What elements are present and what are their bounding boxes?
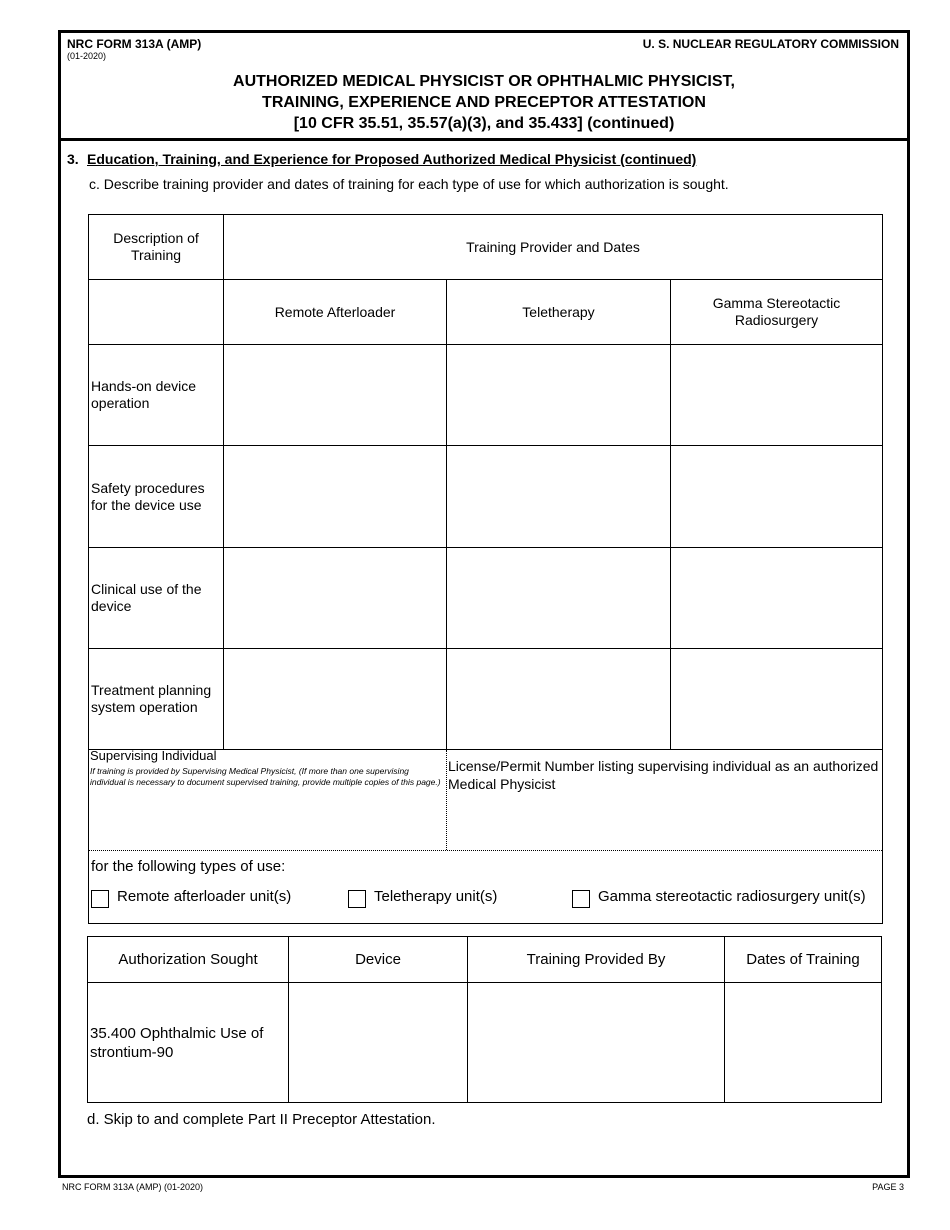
title-line-2: TRAINING, EXPERIENCE AND PRECEPTOR ATTESTATION [262, 94, 706, 111]
dates-of-training-header: Dates of Training [746, 951, 860, 968]
authorization-table [87, 936, 882, 1103]
section-number: 3. [67, 151, 79, 167]
col-remote-afterloader: Remote Afterloader [274, 303, 396, 320]
row-hands-on: Hands-on device operation [91, 378, 197, 411]
supervising-individual-label: Supervising Individual [90, 748, 217, 763]
ophthalmic-use-row: 35.400 Ophthalmic Use of strontium-90 [90, 1024, 264, 1061]
row-treatment-planning: Treatment planning system operation [91, 682, 212, 715]
teletherapy-checkbox[interactable] [348, 890, 366, 908]
footer-form-id: NRC FORM 313A (AMP) (01-2020) [62, 1182, 204, 1192]
gamma-stereotactic-label: Gamma stereotactic radiosurgery unit(s) [598, 888, 866, 905]
types-of-use-label: for the following types of use: [91, 858, 286, 875]
gamma-stereotactic-checkbox[interactable] [572, 890, 590, 908]
supervising-individual-note: If training is provided by Supervising Medical Physicist, (If more than one supervising individual is necessary to document supervised training, provide multiple copies of this page.) [90, 766, 441, 787]
agency-name: U. S. NUCLEAR REGULATORY COMMISSION [642, 37, 899, 51]
authorization-sought-header: Authorization Sought [118, 951, 258, 968]
provider-dates-header: Training Provider and Dates [466, 238, 640, 255]
col-gamma-stereotactic: Gamma Stereotactic Radiosurgery [712, 295, 841, 328]
form-id: NRC FORM 313A (AMP) [67, 37, 202, 51]
device-header: Device [355, 951, 401, 968]
description-header: Description of Training [113, 230, 199, 263]
item-d-instruction: d. Skip to and complete Part II Preceptor Attestation. [87, 1111, 436, 1128]
item-c-instruction: c. Describe training provider and dates of training for each type of use for which authorization is sought. [89, 176, 729, 192]
remote-afterloader-checkbox[interactable] [91, 890, 109, 908]
row-safety-procedures: Safety procedures for the device use [91, 479, 205, 513]
section-heading: Education, Training, and Experience for Proposed Authorized Medical Physicist (continued) [87, 151, 697, 167]
title-line-3: [10 CFR 35.51, 35.57(a)(3), and 35.433] (continued) [293, 115, 675, 132]
row-clinical-use: Clinical use of the device [91, 581, 202, 614]
teletherapy-label: Teletherapy unit(s) [374, 888, 498, 905]
form-header [61, 33, 907, 141]
form-date: (01-2020) [67, 51, 107, 61]
title-line-1: AUTHORIZED MEDICAL PHYSICIST OR OPHTHALMIC PHYSICIST, [233, 73, 735, 90]
license-permit-label: License/Permit Number listing supervising individual as an authorized Medical Physicist [448, 758, 879, 792]
form-frame [58, 30, 910, 1178]
col-teletherapy: Teletherapy [522, 303, 595, 320]
training-table [88, 214, 883, 924]
remote-afterloader-label: Remote afterloader unit(s) [117, 888, 292, 905]
form-title [61, 71, 907, 134]
footer-page-number: PAGE 3 [872, 1182, 904, 1192]
training-provided-by-header: Training Provided By [526, 951, 666, 968]
